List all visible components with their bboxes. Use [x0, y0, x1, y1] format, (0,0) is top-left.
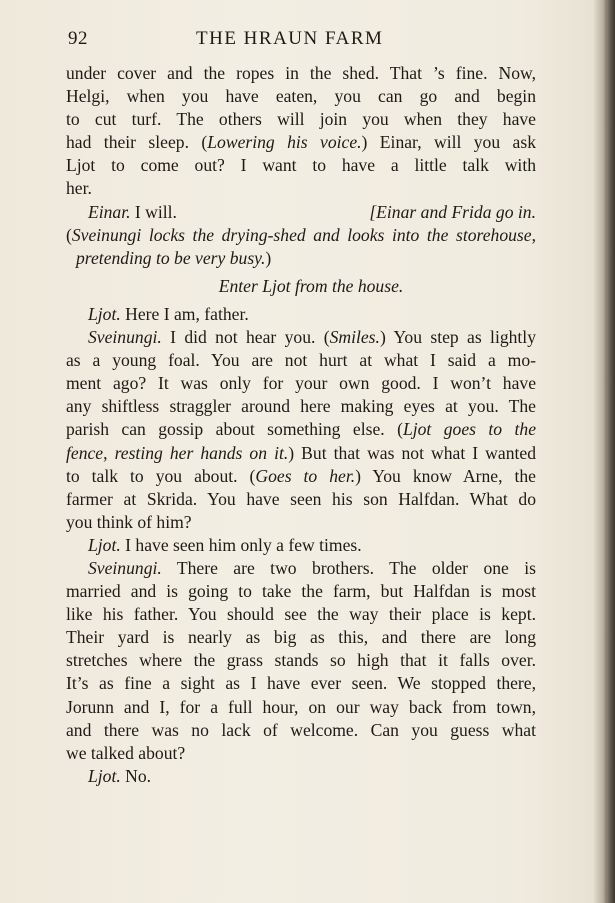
text-line: Ljot. I have seen him only a few times.	[88, 534, 362, 555]
text-line: we talked about?	[66, 742, 186, 763]
text-line: fence, resting her hands on it.) But that was not what I wanted	[66, 442, 536, 463]
stage-direction-enter: Enter Ljot from the house.	[218, 275, 404, 296]
stage-direction: Smiles.	[329, 327, 380, 348]
stage-direction: pretending to be very busy.	[76, 247, 266, 268]
text-line: (Sveinungi locks the drying-shed and looks into the storehouse,	[66, 224, 536, 245]
text-line: like his father. You should see the way their place is kept.	[66, 604, 536, 625]
stage-direction: resting her hands on it.	[114, 442, 289, 463]
text-line: It’s as fine a sight as I have ever seen. We stopped there,	[66, 673, 536, 694]
speaker-name: Ljot.	[88, 765, 121, 786]
stage-direction: [Einar and Frida go in.	[369, 201, 536, 222]
play-text	[66, 62, 536, 788]
text-line: Einar. I will. [Einar and Frida go in.	[66, 201, 536, 224]
text-line: Helgi, when you have eaten, you can go and begin	[66, 86, 536, 107]
text-line: Sveinungi. There are two brothers. The older one is	[88, 557, 536, 578]
text-line: married and is going to take the farm, but Halfdan is most	[66, 581, 536, 602]
page-edge-shadow	[593, 0, 615, 903]
text-line: you think of him?	[66, 511, 192, 532]
stage-direction: Goes to her.	[255, 465, 356, 486]
running-title: THE HRAUN FARM	[196, 28, 384, 49]
text-line: Sveinungi. I did not hear you. (Smiles.) You step as lightly	[88, 327, 536, 348]
text-line: to cut turf. The others will join you when they have	[66, 109, 536, 130]
text-line: had their sleep. (Lowering his voice.) Einar, will you ask	[66, 132, 536, 153]
text-line: pretending to be very busy.)	[76, 247, 272, 268]
text-line: Ljot. Here I am, father.	[88, 303, 249, 324]
text-line: Jorunn and I, for a full hour, on our way back from town,	[66, 696, 536, 717]
text-line: Their yard is nearly as big as this, and there are long	[66, 627, 536, 648]
page-edge-line	[605, 0, 607, 903]
speaker-name: Ljot.	[88, 303, 121, 324]
speaker-name: Ljot.	[88, 534, 121, 555]
text-line: farmer at Skrida. You have seen his son Halfdan. What do	[66, 488, 536, 509]
text-line: as a young foal. You are not hurt at what I said a mo-	[66, 350, 536, 371]
text-line: Ljot. No.	[88, 765, 152, 786]
text-line: ment ago? It was only for your own good. I won’t have	[66, 373, 536, 394]
speaker-name: Einar.	[88, 201, 131, 222]
speaker-name: Sveinungi.	[88, 557, 162, 578]
text-line: to talk to you about. (Goes to her.) You know Arne, the	[66, 465, 536, 486]
page-number: 92	[68, 28, 88, 49]
text-line: Ljot to come out? I want to have a little talk with	[66, 155, 536, 176]
text-line: any shiftless straggler around here making eyes at you. The	[66, 396, 536, 417]
stage-direction: Ljot goes to the	[402, 419, 536, 440]
stage-direction: Sveinungi locks the drying-shed and looks into the storehouse	[71, 224, 532, 245]
stage-direction: Lowering his voice.	[207, 132, 362, 153]
text-line: under cover and the ropes in the shed. That ’s fine. Now,	[66, 63, 536, 83]
page-header	[68, 28, 538, 54]
speaker-name: Sveinungi.	[88, 327, 162, 348]
text-line: stretches where the grass stands so high that it falls over.	[66, 650, 536, 671]
text-line: and there was no lack of welcome. Can you guess what	[66, 719, 536, 740]
text-line: her.	[66, 178, 92, 199]
text-line: parish can gossip about something else. (Ljot goes to the	[66, 419, 536, 440]
